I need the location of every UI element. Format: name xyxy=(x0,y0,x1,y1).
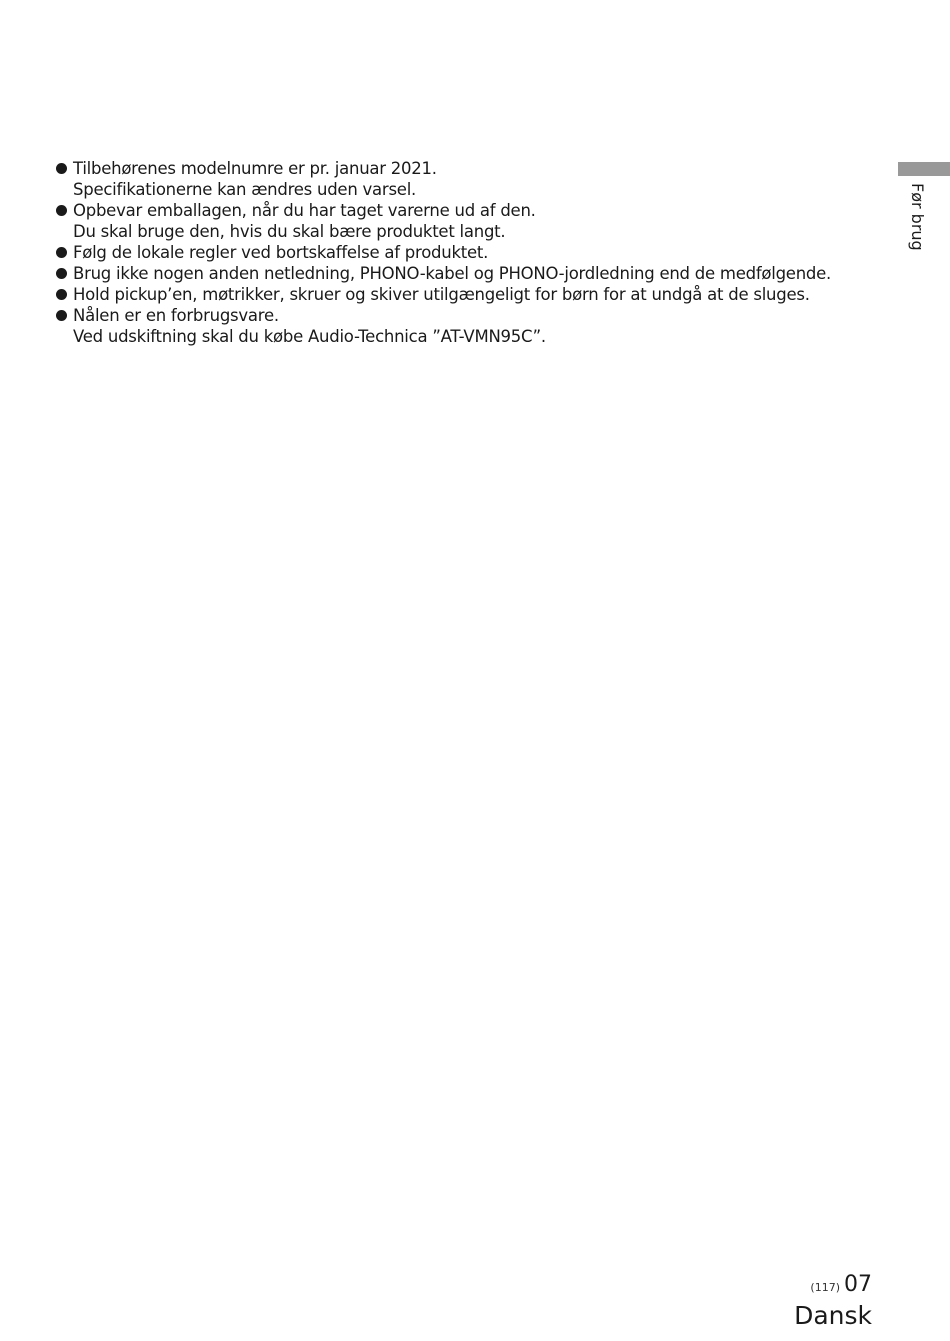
bullet-icon xyxy=(56,268,67,279)
page-footer xyxy=(794,1272,872,1331)
note-line: Opbevar emballagen, når du har taget varerne ud af den. xyxy=(73,201,536,220)
note-line: Følg de lokale regler ved bortskaffelse af produktet. xyxy=(73,243,489,262)
bullet-icon xyxy=(56,247,67,258)
language-label: Dansk xyxy=(794,1301,872,1330)
section-tab-marker xyxy=(898,162,950,176)
list-item xyxy=(54,158,874,200)
list-item xyxy=(54,305,874,347)
note-line: Specifikationerne kan ændres uden varsel. xyxy=(73,180,417,199)
page-number-line xyxy=(794,1272,872,1301)
section-tab-label: Før brug xyxy=(908,183,927,251)
bullet-icon xyxy=(56,163,67,174)
page-reference: (117) xyxy=(810,1281,840,1294)
list-item xyxy=(54,263,874,284)
bullet-icon xyxy=(56,289,67,300)
note-line: Ved udskiftning skal du købe Audio-Technica ”AT-VMN95C”. xyxy=(73,327,546,346)
page-number: 07 xyxy=(844,1272,872,1297)
notes-list xyxy=(54,158,874,347)
list-item xyxy=(54,284,874,305)
note-line: Nålen er en forbrugsvare. xyxy=(73,306,279,325)
bullet-icon xyxy=(56,310,67,321)
note-line: Hold pickup’en, møtrikker, skruer og skiver utilgængeligt for børn for at undgå at de sluges. xyxy=(73,285,810,304)
bullet-icon xyxy=(56,205,67,216)
note-line: Du skal bruge den, hvis du skal bære produktet langt. xyxy=(73,222,506,241)
list-item xyxy=(54,242,874,263)
note-line: Brug ikke nogen anden netledning, PHONO-kabel og PHONO-jordledning end de medfølgende. xyxy=(73,264,832,283)
note-line: Tilbehørenes modelnumre er pr. januar 2021. xyxy=(73,159,437,178)
list-item xyxy=(54,200,874,242)
